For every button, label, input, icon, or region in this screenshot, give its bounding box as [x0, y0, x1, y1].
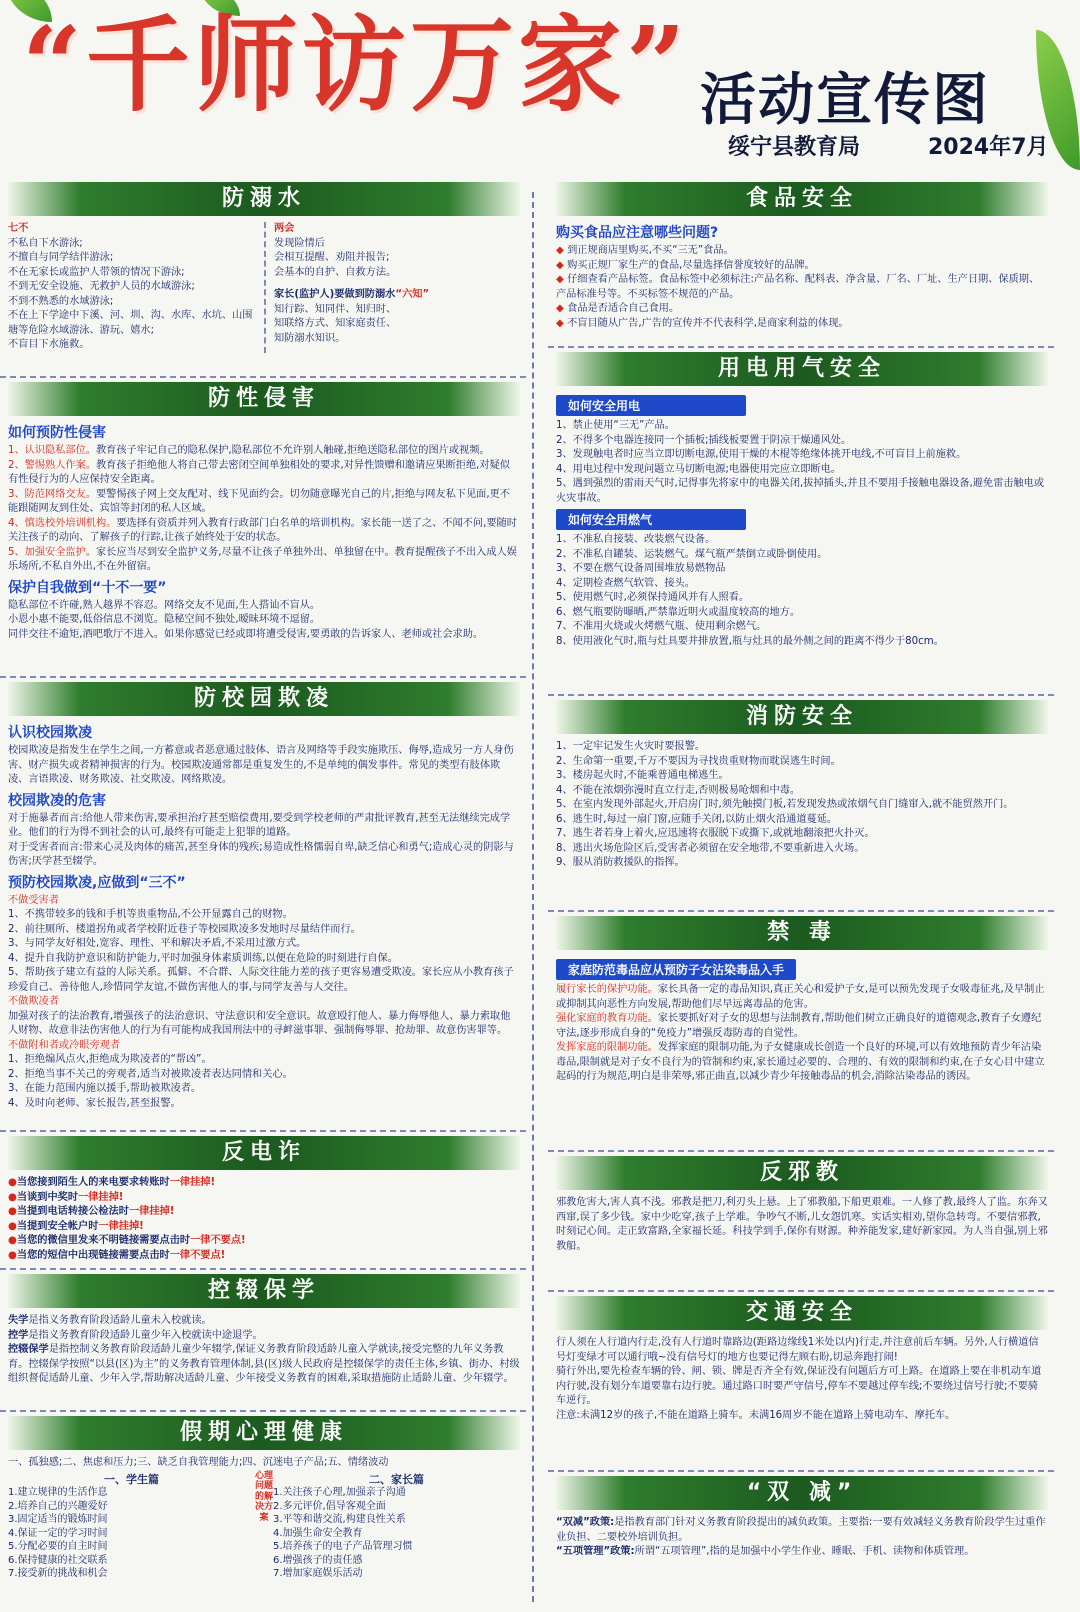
parent-list: 二、家长篇 1.关注孩子心理,加强亲子沟通 2.多元评价,倡导客观全面 3.平等和谐交流,构建良性关系 4.加强生命安全教育 5.培养孩子的电子产品管理习惯 6.增强孩子的责任感 7.增加家庭娱乐活动: [273, 1472, 424, 1579]
student-list: 一、学生篇 1.建立规律的生活作息 2.培养自己的兴趣爱好 3.固定适当的锻炼时间 4.保证一定的学习时间 5.分配必要的自主时间 6.保持健康的社交联系 7.接受新的挑战和机会: [8, 1472, 159, 1579]
section-title: 防校园欺凌: [8, 682, 520, 716]
qibu-list: 七不 不私自下水游泳; 不擅自与同学结伴游泳; 不在无家长或监护人带领的情况下游泳; 不到无安全设施、无救护人员的水域游泳; 不到不熟悉的水域游泳; 不在上下学途中下溪、河、圳、沟、水库、水坑、山围塘等危险水域游泳、游玩、嬉水; 不盲目下水施救。: [8, 223, 253, 350]
section-anti-drug: 禁 毒 家庭防范毒品应从预防子女沾染毒品入手 履行家长的保护功能。家长具备一定的毒品知识,真正关心和爱护子女,是可以预先发现子女吸毒征兆,及早制止或抑制其向恶性方向发展,帮助他们尽早远离毒品的危害。 强化家庭的教育功能。家长要抓好对子女的思想与法制教育,帮助他们树立正确良好的道德观念,教育子女遵纪守法,逐步形成自身的“免疫力”增强反毒防毒的自觉性。 发挥家庭的限制功能。发挥家庭的限制功能,为子女健康成长创造一个良好的环境,可以有效地预防青少年沾染毒品,限制就是对子女不良行为的管制和约束,家长通过必要的、合理的、有效的限制和约束,在子女心目中建立起码的行为规范,明白是非荣辱,邪正曲直,以减少青少年接触毒品的机会,消除沾染毒品的诱因。: [548, 912, 1054, 1152]
section-title: 交通安全: [556, 1296, 1048, 1330]
section-title: 防溺水: [8, 182, 520, 216]
section-title: 控辍保学: [8, 1274, 520, 1308]
issuer: 绥宁县教育局: [728, 135, 861, 160]
poster-subtitle: 活动宣传图: [700, 68, 990, 133]
section-title: 假期心理健康: [8, 1416, 520, 1450]
right-column: [548, 178, 1054, 1582]
section-title: 防性侵害: [8, 382, 520, 416]
section-dropout-control: 控辍保学 失学是指义务教育阶段适龄儿童未入校就读。 控学是指义务教育阶段适龄儿童少年入校就读中途退学。 控辍保学是指控制义务教育阶段适龄儿童少年辍学,保证义务教育阶段适龄儿童入学就读,接受完整的九年义务教育。控辍保学按照“以县(区)为主”的义务教育管理体制,县(区)级人民政府是控辍保学的责任主体,乡镇、街办、村级组织督促适龄儿童、少年入学,帮助解决适龄儿童、少年接受义务教育的困难,采取措施防止适龄儿童、少年辍学。: [0, 1270, 526, 1412]
section-title: 反电诈: [8, 1136, 520, 1170]
section-power-gas: 用电用气安全 如何安全用电 1、禁止使用“三无”产品。 2、不得多个电器连接同一个插板;插线板要置于阴凉干燥通风处。 3、发现触电者时应当立即切断电源,使用干燥的木棍等绝缘体挑开电线,不可盲目上前施救。 4、用电过程中发现问题立马切断电源;电器使用完应立即断电。 5、遇到强烈的雷雨天气时,记得事先将家中的电器关闭,拔掉插头,并且不要用手接触电器设备,避免雷击触电或火灾事故。 如何安全用燃气 1、不准私自接装、改装燃气设备。 2、不准私自罐装、运装燃气。煤气瓶严禁倒立或卧倒使用。 3、不要在燃气设备周围堆放易燃物品 4、定期检查燃气软管、接头。 5、使用燃气时,必须保持通风并有人照看。 6、燃气瓶要防曝晒,严禁靠近明火或温度较高的地方。 7、不准用火烧或火烤燃气瓶、使用剩余燃气。 8、使用液化气时,瓶与灶具要并排放置,瓶与灶具的最外侧之间的距离不得少于80cm。: [548, 348, 1054, 696]
poster-title: “千师访万家”: [22, 3, 690, 126]
section-food-safety: 食品安全 购买食品应注意哪些问题? ◆ 到正规商店里购买,不买“三无”食品。 ◆ 购买正规厂家生产的食品,尽量选择信誉度较好的品牌。 ◆ 仔细查看产品标签。食品标签中必须标注:产品名称、配料表、净含量、厂名、厂址、生产日期、保质期、产品标准号等。不买标签不规范的产品。 ◆ 食品是否适合自己食用。 ◆ 不盲目随从广告,广告的宣传并不代表科学,是商家利益的体现。: [548, 178, 1054, 348]
section-school-bullying: 防校园欺凌 认识校园欺凌 校园欺凌是指发生在学生之间,一方蓄意或者恶意通过肢体、语言及网络等手段实施欺压、侮辱,造成另一方人身伤害、财产损失或者精神损害的行为。校园欺凌通常都是重复发生的,不是单纯的偶发事件。常见的类型有肢体欺凌、言语欺凌、财务欺凌、社交欺凌、网络欺凌。 校园欺凌的危害 对于施暴者而言:给他人带来伤害,要承担治疗甚至赔偿费用,要受到学校老师的严肃批评教育,甚至无法继续完成学业。他们的行为得不到社会的认可,最终有可能走上犯罪的道路。 对于受害者而言:带来心灵及肉体的痛苦,甚至身体的残疾;易造成性格懦弱自卑,缺乏信心和勇气;造成心灵的阴影与伤害;厌学甚至辍学。 预防校园欺凌,应做到“三不” 不做受害者 1、不携带较多的钱和手机等贵重物品,不公开显露自己的财物。 2、前往厕所、楼道拐角或者学校附近巷子等校园欺凌多发地时尽量结伴而行。 3、与同学友好相处,宽容、理性、平和解决矛盾,不采用过激方式。 4、提升自我防护意识和防护能力,平时加强身体素质训练,以便在危险的时刻进行自保。 5、帮助孩子建立有益的人际关系。孤僻、不合群、人际交往能力差的孩子更容易遭受欺凌。家长应从小教育孩子珍爱自己、善待他人,珍惜同学友谊,不做伤害他人的事,与同学友善与人交往。 不做欺凌者 加强对孩子的法治教育,增强孩子的法治意识、守法意识和安全意识。故意殴打他人、暴力侮辱他人、暴力索取他人财物、故意非法伤害他人的行为有可能构成我国刑法中的寻衅滋事罪、强制侮辱罪、抢劫罪、故意伤害罪等。 不做附和者或冷眼旁观者 1、拒绝煽风点火,拒绝成为欺凌者的“帮凶”。 2、拒绝当事不关己的旁观者,适当对被欺凌者表达同情和关心。 3、在能力范围内施以援手,帮助被欺凌者。 4、及时向老师、家长报告,甚至报警。: [0, 678, 526, 1132]
left-column: [0, 178, 526, 1600]
section-sexual-assault: 防性侵害 如何预防性侵害 1、认识隐私部位。教育孩子牢记自己的隐私保护,隐私部位不允许别人触碰,拒绝送隐私部位的图片或视频。 2、警惕熟人作案。教育孩子拒绝他人将自己带去密闭空间单独相处的要求,对异性馈赠和邀请应果断拒绝,对疑似有性侵行为的人应保持安全距离。 3、防范网络交友。要警惕孩子网上交友配对、线下见面约会。切勿随意曝光自己的片,拒绝与网友私下见面,更不能跟随网友到住处、宾馆等封闭的私人区域。 4、慎选校外培训机构。要选择有资质并列入教育行政部门白名单的培训机构。家长能一送了之、不闻不问,要随时关注孩子的动向、了解孩子的行踪,让孩子始终处于安的状态。 5、加强安全监护。家长应当尽到安全监护义务,尽量不让孩子单独外出、单独留在中。教育提醒孩子不出入成人娱乐场所,不私自外出,不在外留宿。 保护自我做到“十不一要” 隐私部位不许碰,熟人越界不容忍。网络交友不见面,生人搭讪不盲从。 小恩小惠不能要,低俗信息不浏览。隐秘空间不独处,暧昧环境不逗留。 同伴交往不逾矩,酒吧歌厅不进入。如果你感觉已经或即将遭受侵害,要勇敢的告诉家人、老师或社会求助。: [0, 378, 526, 678]
section-title: 用电用气安全: [556, 352, 1048, 386]
section-anti-cult: 反邪教 邪教危害大,害人真不浅。邪教是把刀,利刃头上悬。上了邪教船,下船更艰难。一人修了教,最终人了监。东奔又西窜,误了多少钱。家中少吃穿,孩子上学难。争吵气不断,儿女怨饥寒。实话实相劝,望你急转弯。不要信邪教,时刻记心间。走正致富路,全家福长延。科技学到手,保你有财源。种养能发家,建好新家园。为人当自强,别上邪教船。: [548, 1152, 1054, 1292]
issue-date: 2024年7月: [928, 135, 1049, 160]
section-title: 食品安全: [556, 182, 1048, 216]
section-anti-fraud: 反电诈 ●当您接到陌生人的来电要求转账时一律挂掉! ●当谈到中奖时一律挂掉! ●当提到电话转接公检法时一律挂掉! ●当提到安全帐户时一律挂掉! ●当您的微信里发来不明链接需要点击时一律不要点! ●当您的短信中出现链接需要点击时一律不要点!: [0, 1132, 526, 1270]
section-traffic-safety: 交通安全 行人须在人行道内行走,没有人行道时靠路边(距路边缘线1米处以内)行走,并注意前后车辆。另外,人行横道信号灯变绿才可以通行哦~没有信号灯的地方也要记得左顾右盼,切忌奔跑打闹! 骑行外出,要先检查车辆的铃、闸、锁、牌是否齐全有效,保证没有问题后方可上路。在道路上要在非机动车道内行驶,没有划分车道要靠右边行驶。通过路口时要严守信号,停车不要越过停车线;不要绕过信号行驶;不要骑车逆行。 注意:未满12岁的孩子,不能在道路上骑车。未满16周岁不能在道路上骑电动车、摩托车。: [548, 1292, 1054, 1472]
section-title: 反邪教: [556, 1156, 1048, 1190]
section-mental-health: 假期心理健康 一、孤独感;二、焦虑和压力;三、缺乏自我管理能力;四、沉迷电子产品;五、情绪波动 一、学生篇 1.建立规律的生活作息 2.培养自己的兴趣爱好 3.固定适当的锻炼时间 4.保证一定的学习时间 5.分配必要的自主时间 6.保持健康的社交联系 7.接受新的挑战和机会 心理问题的解决方案 二、家长篇 1.关注孩子心理,加强亲子沟通 2.多元评价,倡导客观全面 3.平等和谐交流,构建良性关系 4.加强生命安全教育 5.培养孩子的电子产品管理习惯 6.增强孩子的责任感 7.增加家庭娱乐活动: [0, 1412, 526, 1600]
section-title: 禁 毒: [556, 916, 1048, 950]
lianghui-title: 两会: [274, 223, 295, 234]
section-title: 消防安全: [556, 700, 1048, 734]
column-divider: [532, 192, 534, 1602]
section-fire-safety: 消防安全 1、一定牢记发生火灾时要报警。 2、生命第一重要,千万不要因为寻找贵重财物而耽误逃生时间。 3、楼房起火时,不能乘普通电梯逃生。 4、不能在浓烟弥漫时直立行走,否则极易呛烟和中毒。 5、在室内发现外部起火,开启房门时,须先触摸门板,若发现发热或浓烟气自门缝窜入,就不能贸然开门。 6、逃生时,每过一扇门窗,应随手关闭,以防止烟火沿通道蔓延。 7、逃生者若身上着火,应迅速将衣服脱下或撕下,或就地翻滚把火扑灭。 8、逃出火场危险区后,受害者必须留在安全地带,不要重新进入火场。 9、服从消防救援队的指挥。: [548, 696, 1054, 912]
section-title: “双 减”: [556, 1476, 1048, 1510]
lianghui-list: 两会 发现险情后 会相互提醒、劝阻并报告; 会基本的自护、自救方法。 家长(监护人)要做到防溺水“六知” 知行踪、知同伴、知归时、 知联络方式、知家庭责任、 知防溺水知识。: [264, 222, 520, 353]
section-drowning: [0, 178, 526, 378]
section-double-reduction: “双 减” “双减”政策:是指教育部门针对义务教育阶段提出的减负政策。主要指:一要有效减轻义务教育阶段学生过重作业负担、二要校外培训负担。 “五项管理”政策:所谓“五项管理”,指的是加强中小学生作业、睡眠、手机、读物和体质管理。: [548, 1472, 1054, 1582]
solution-label: 心理问题的解决方案: [255, 1470, 274, 1523]
qibu-title: 七不: [8, 223, 29, 234]
